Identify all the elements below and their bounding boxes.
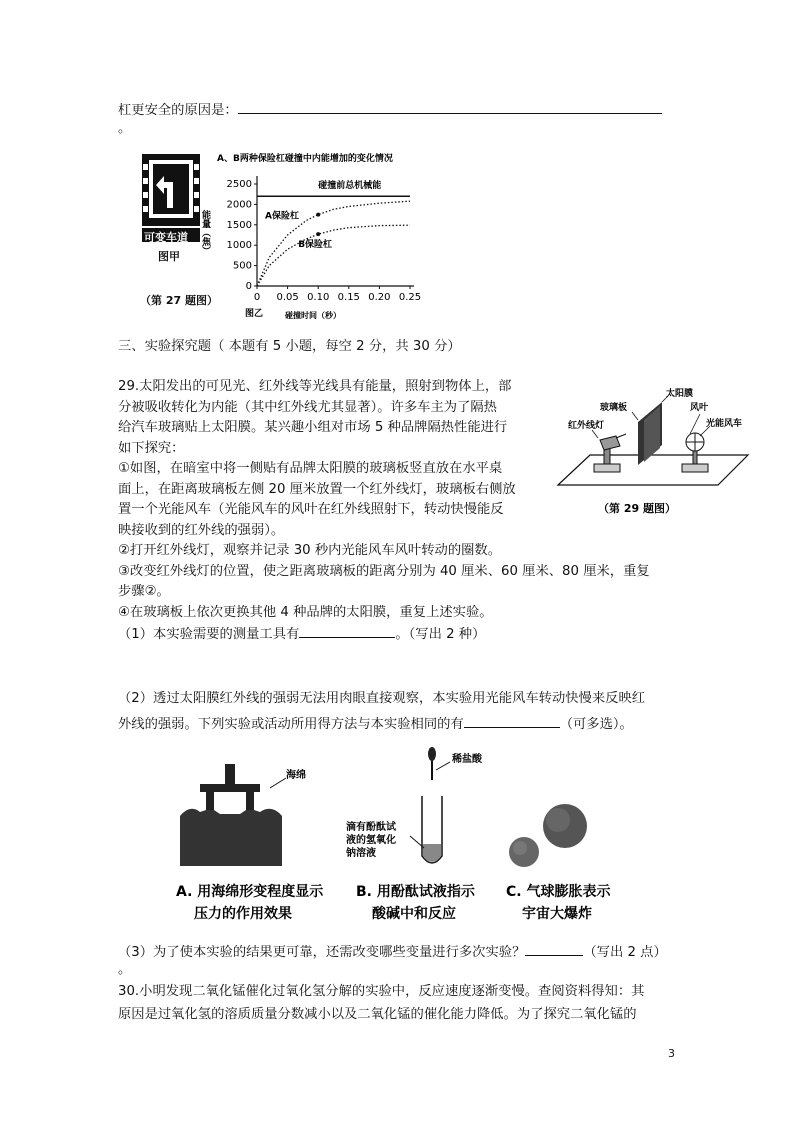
label-film: 太阳膜 xyxy=(666,389,694,399)
q30-line2: 原因是过氧化氢的溶质质量分数减小以及二氧化锰的催化能力降低。为了探究二氧化锰的 xyxy=(118,1007,637,1022)
x-tick-label: 0.20 xyxy=(368,292,391,303)
fig27-label: （第 27 题图） xyxy=(140,294,218,307)
test-tube-apparatus xyxy=(410,747,450,863)
x-tick-label: 0.05 xyxy=(276,292,299,303)
section3-heading: 三、实验探究题（ 本题有 5 小题，每空 2 分，共 30 分） xyxy=(118,339,461,354)
q29-line: 步骤②。 xyxy=(118,584,170,599)
q29-line: 置一个光能风车（光能风车的风叶在红外线照射下，转动快慢能反 xyxy=(118,502,504,517)
x-tick-label: 0.10 xyxy=(307,292,330,303)
x-tick-label: 0.15 xyxy=(337,292,360,303)
options-figure xyxy=(170,748,650,933)
y-tick-label: 1000 xyxy=(226,240,252,252)
q29-sub2-line2: 外线的强弱。下列实验或活动所用得方法与本实验相同的有 （可多选）。 xyxy=(118,713,633,734)
q29-sub3-end: 。 xyxy=(118,962,132,977)
fig27-sign xyxy=(140,152,202,252)
q29-sub3-blank[interactable] xyxy=(525,941,583,956)
series-line xyxy=(257,225,410,286)
q29-sub1: （1）本实验需要的测量工具有 。（写出 2 种） xyxy=(118,623,650,646)
q27-answer-blank[interactable] xyxy=(238,99,662,114)
q29-line: 给汽车玻璃贴上太阳膜。某兴趣小组对市场 5 种品牌隔热性能进行 xyxy=(118,420,508,435)
series-label: B保险杠 xyxy=(298,240,333,251)
q29-line: ④在玻璃板上依次更换其他 4 种品牌的太阳膜，重复上述实验。 xyxy=(118,604,493,620)
q29-sub3: （3）为了使本实验的结果更可靠，还需改变哪些变量进行多次实验？ （写出 2 点） xyxy=(118,941,667,962)
fig27-left-caption: 图甲 xyxy=(158,250,180,263)
q29-line: 如下探究： xyxy=(118,440,185,456)
q29-line: 29.太阳发出的可见光、红外线等光线具有能量，照射到物体上，部 xyxy=(118,379,512,394)
option-c-line2: 宇宙大爆炸 xyxy=(522,906,592,922)
tube-label-line: 钠溶液 xyxy=(346,848,376,859)
x-tick-label: 0.25 xyxy=(398,292,422,303)
label-windmill: 光能风车 xyxy=(706,419,743,429)
tube-label-line: 滴有酚酞试 xyxy=(346,822,396,833)
label-blade: 风叶 xyxy=(690,403,709,413)
option-a-line2: 压力的作用效果 xyxy=(194,906,292,922)
q29-line: ②打开红外线灯，观察并记录 30 秒内光能风车风叶转动的圈数。 xyxy=(118,543,502,558)
y-tick-label: 2000 xyxy=(226,199,252,211)
chart-title: A、B两种保险杠碰撞中内能增加的变化情况 xyxy=(217,154,393,164)
q27-answer-prompt: 杠更安全的原因是： xyxy=(118,103,238,118)
table-surface xyxy=(558,455,748,485)
label-ir-lamp: 红外线灯 xyxy=(568,421,605,431)
tube-label-line: 液的氢氧化 xyxy=(346,835,396,846)
sign-text: 可变车道 xyxy=(144,231,188,244)
series-label: 碰撞前总机械能 xyxy=(318,181,382,192)
chart-xlabel: 碰撞时间（秒） xyxy=(285,311,341,320)
q29-line: ③改变红外线灯的位置，使之距离玻璃板的距离分别为 40 厘米、60 厘米、80 厘米，重复 xyxy=(118,563,650,579)
windmill-icon xyxy=(682,433,708,472)
q29-line: ①如图，在暗室中将一侧贴有品牌太阳膜的玻璃板竖直放在水平桌 xyxy=(118,461,503,476)
q29-sub2-blank[interactable] xyxy=(464,713,560,728)
y-tick-label: 0 xyxy=(245,281,252,292)
series-point xyxy=(316,232,320,236)
option-a-line1: A. 用海绵形变程度显示 xyxy=(176,884,324,900)
q29-sub2-line1: （2）透过太阳膜红外线的强弱无法用肉眼直接观察，本实验用光能风车转动快慢来反映红 xyxy=(118,691,646,706)
q29-line: 面上，在距离玻璃板左侧 20 厘米放置一个红外线灯，玻璃板右侧放 xyxy=(118,481,516,497)
sponge-apparatus xyxy=(180,764,286,866)
q27-answer-line xyxy=(118,99,662,120)
q30-line1: 30.小明发现二氧化锰催化过氧化氢分解的实验中，反应速度逐渐变慢。查阅资料得知：其 xyxy=(118,984,645,999)
series-label: A保险杠 xyxy=(265,211,299,222)
q29-line: 映接收到的红外线的强弱）。 xyxy=(118,522,285,538)
q27-answer-end: 。 xyxy=(118,121,132,136)
y-tick-label: 500 xyxy=(232,260,252,272)
y-tick-label: 1500 xyxy=(226,219,252,231)
option-b-line2: 酸碱中和反应 xyxy=(372,906,456,922)
y-tick-label: 2500 xyxy=(226,179,252,190)
chart-caption: 图乙 xyxy=(245,309,264,319)
x-tick-label: 0 xyxy=(253,292,261,303)
fig27-chart xyxy=(200,148,430,320)
fig29-diagram xyxy=(550,390,750,525)
q29-line: 分被吸收转化为内能（其中红外线尤其显著）。许多车主为了隔热 xyxy=(118,399,497,415)
balloon-illustration xyxy=(509,804,587,867)
chart-ylabel: 能量（焦） xyxy=(200,210,210,255)
option-b-line1: B. 用酚酞试液指示 xyxy=(356,884,475,900)
series-point xyxy=(316,213,320,217)
fig29-label: （第 29 题图） xyxy=(598,502,676,515)
acid-label: 稀盐酸 xyxy=(452,754,482,765)
page-number: 3 xyxy=(668,1047,675,1060)
label-glass: 玻璃板 xyxy=(600,403,628,413)
sponge-label: 海绵 xyxy=(286,770,306,781)
option-c-line1: C. 气球膨胀表示 xyxy=(506,884,611,900)
q29-sub1-blank[interactable] xyxy=(299,623,395,638)
